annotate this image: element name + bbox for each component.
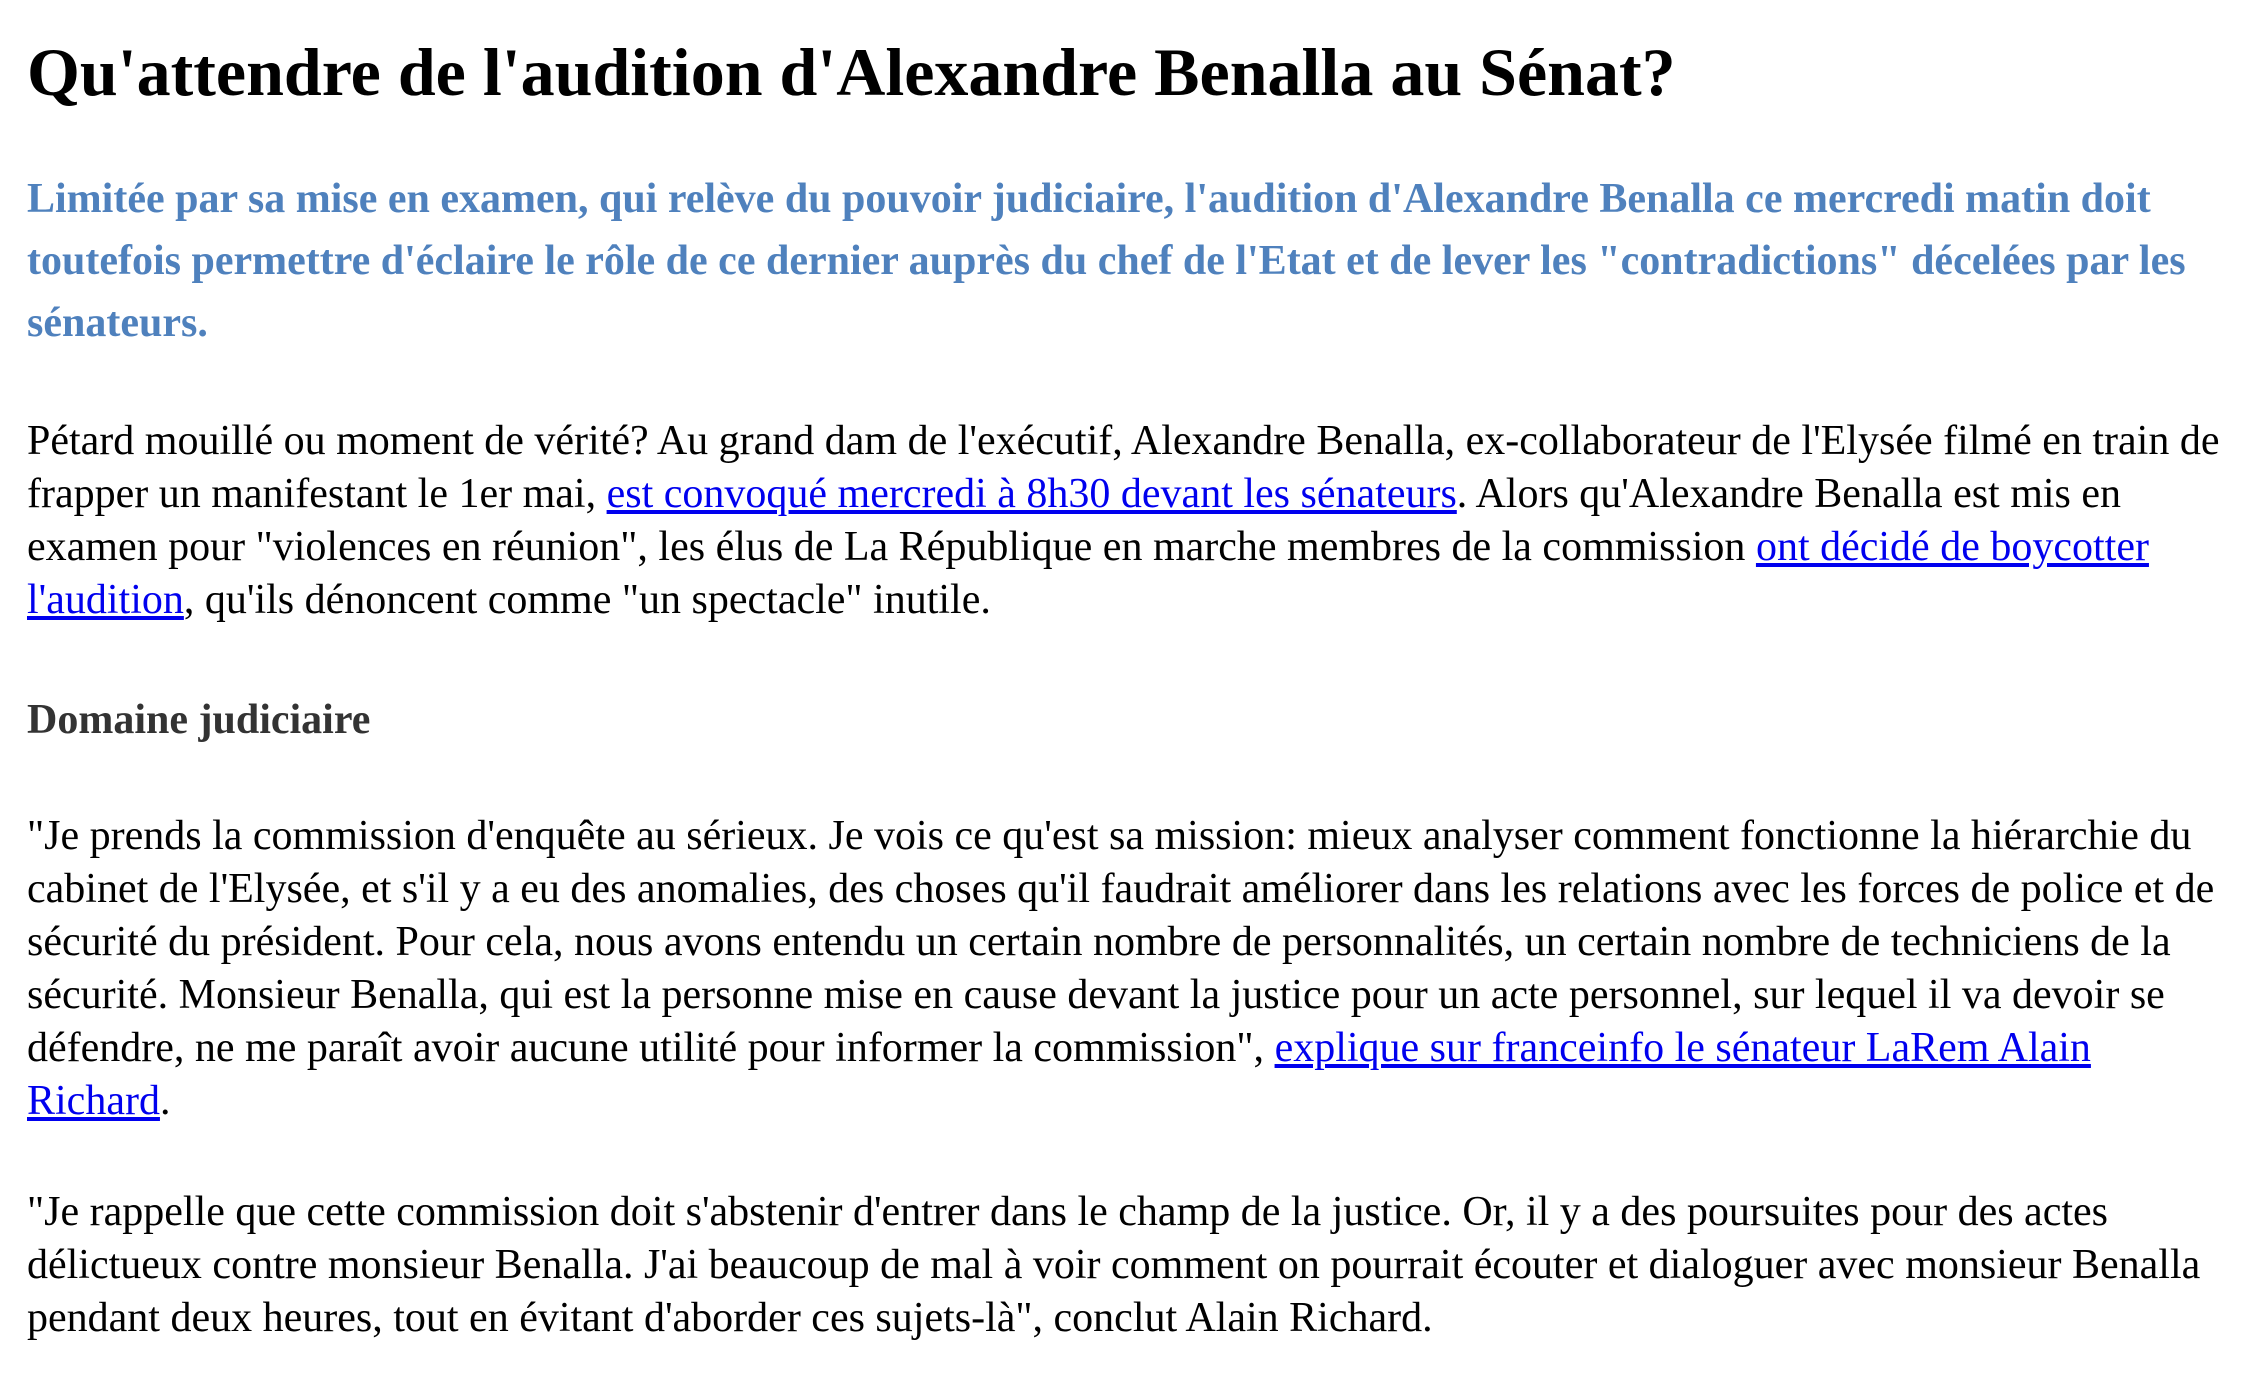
link-convocation[interactable]: est convoqué mercredi à 8h30 devant les sénateurs — [606, 471, 1457, 517]
link-franceinfo[interactable]: explique sur franceinfo le sénateur LaRem Alain Richard — [27, 1025, 2091, 1124]
paragraph-quote-1-text-b: . — [159, 1078, 171, 1124]
paragraph-intro-text-b: . Alors qu'Alexandre Benalla est mis en examen pour "violences en réunion", les élus de La République en marche membres de la commission — [27, 471, 2122, 570]
paragraph-intro-text-a: Pétard mouillé ou moment de vérité? Au grand dam de l'exécutif, Alexandre Benalla, ex-collaborateur de l'Elysée filmé en train de frapper un manifestant le 1er mai, — [27, 418, 2220, 517]
paragraph-intro — [27, 415, 2242, 627]
article-headline: Qu'attendre de l'audition d'Alexandre Benalla au Sénat? — [27, 34, 1676, 110]
paragraph-quote-2: "Je rappelle que cette commission doit s'abstenir d'entrer dans le champ de la justice. Or, il y a des poursuites pour des actes délictueux contre monsieur Benalla. J'ai beaucoup de mal à voir comment on pourrait écouter et dialoguer avec monsieur Benalla pendant deux heures, tout en évitant d'aborder ces sujets-là", conclut Alain Richard. — [27, 1189, 2201, 1341]
section-heading: Domaine judiciaire — [27, 697, 371, 743]
article-lede: Limitée par sa mise en examen, qui relève du pouvoir judiciaire, l'audition d'Alexandre Benalla ce mercredi matin doit toutefois permettre d'éclaire le rôle de ce dernier auprès du chef de l'Etat et de lever les "contradictions" décelées par les sénateurs. — [27, 176, 2186, 346]
paragraph-quote-1-text-a: "Je prends la commission d'enquête au sérieux. Je vois ce qu'est sa mission: mieux analyser comment fonctionne la hiérarchie du cabinet de l'Elysée, et s'il y a eu des anomalies, des choses qu'il faudrait améliorer dans les relations avec les forces de police et de sécurité du président. Pour cela, nous avons entendu un certain nombre de personnalités, un certain nombre de techniciens de la sécurité. Monsieur Benalla, qui est la personne mise en cause devant la justice pour un acte personnel, sur lequel il va devoir se défendre, ne me paraît avoir aucune utilité pour informer la commission", — [27, 813, 2215, 1071]
link-boycott[interactable]: ont décidé de boycotter l'audition — [27, 524, 2149, 623]
paragraph-quote-1 — [27, 810, 2242, 1128]
paragraph-intro-text-c: , qu'ils dénoncent comme "un spectacle" inutile. — [183, 577, 991, 623]
